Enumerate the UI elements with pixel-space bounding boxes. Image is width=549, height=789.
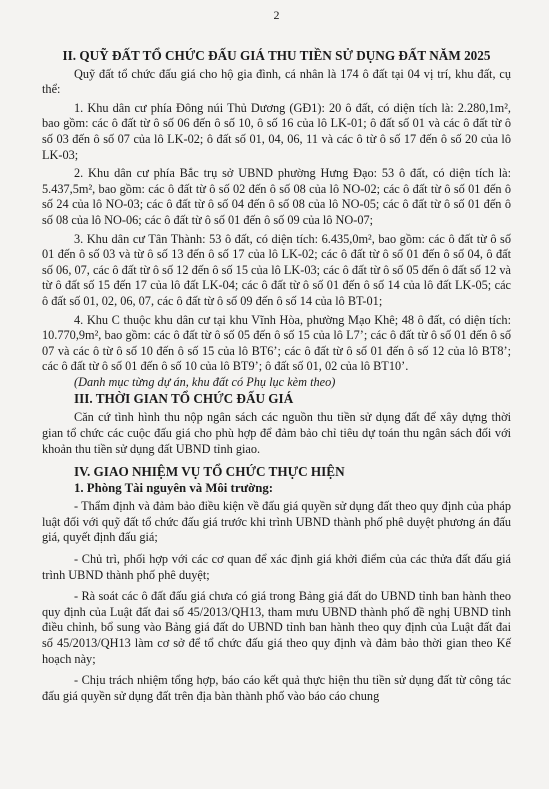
land-item-2: 2. Khu dân cư phía Bắc trụ sở UBND phường Hưng Đạo: 53 ô đất, có diện tích là: 5.437,5m², bao gồm: các ô đất từ ô số 02 đến ô số 08 của lô NO-02; các ô đất từ ô số 01 đến ô số 24 của lô NO-03; các ô đất từ ô số 04 đến ô số 08 của lô NO-05; các ô đất từ ô số 01 đến ô số 08 của lô NO-06; các ô đất từ ô số 01 đến ô số 09 của lô NO-07; xyxy=(42,166,511,227)
land-item-1: 1. Khu dân cư phía Đông núi Thủ Dương (GĐ1): 20 ô đất, có diện tích là: 2.280,1m², bao gồm: các ô đất từ ô số 06 đến ô số 10, ô số 16 của lô LK-01; ô đất số 01 và các ô đất từ ô số 03 đến ô số 07 của lô LK-02; ô đất số 01, 04, 06, 11 và các ô từ ô số 17 đến ô số 20 của lô LK-03; xyxy=(42,100,511,162)
section-iv-title: IV. GIAO NHIỆM VỤ TỔ CHỨC THỰC HIỆN xyxy=(74,464,345,480)
section-ii-title: II. QUỸ ĐẤT TỔ CHỨC ĐẤU GIÁ THU TIỀN SỬ DỤNG ĐẤT NĂM 2025 xyxy=(62,47,491,63)
land-item-4: 4. Khu C thuộc khu dân cư tại khu Vĩnh Hòa, phường Mạo Khê; 48 ô đất, có diện tích: 10.770,9m², bao gồm: các ô đất từ ô số 05 đến ô số 15 của lô L7’; các ô đất từ ô số 01 đến ô số 07 và các ô từ ô số 10 đến ô số 15 của lô BT6’; các ô đất từ ô số 01 đến ô số 12 của lô BT8’; các ô đất từ ô số 01 đến ô số 10 của lô BT9’; ô đất số 01, 02 của lô BT10’. xyxy=(42,312,511,374)
land-item-3: 3. Khu dân cư Tân Thành: 53 ô đất, có diện tích: 6.435,0m², bao gồm: các ô đất từ ô số 01 đến ô số 03 và từ ô số 13 đến ô số 17 của lô LK-02; các ô đất từ ô số 01 đến ô số 04, ô đất số 06, 07, các ô đất từ ô số 12 đến ô số 15 của lô LK-03; các ô đất từ ô số 05 đến ô đất số 12 và từ ô đất số 15 đến 17 của lô đất LK-04; các ô đất từ ô số 01 đến ô số 14 của lô đất LK-05; các ô đất số 01, 02, 06, 07, các ô đất từ ô số 09 đến ô số 14 của lô BT-01; xyxy=(42,231,511,308)
task-item-3: - Rà soát các ô đất đấu giá chưa có giá trong Bảng giá đất do UBND tỉnh ban hành theo quy định của Luật đất đai số 45/2013/QH13, tham mưu UBND thành phố đề nghị UBND tỉnh điều chỉnh, bổ sung vào Bảng giá đất do UBND tỉnh ban hành theo quy định của Luật đất đai số 45/2013/QH13 làm cơ sở để tổ chức đấu giá theo quy định và đảm bảo thời gian theo Kế hoạch này; xyxy=(42,589,511,666)
section-iii-title: III. THỜI GIAN TỔ CHỨC ĐẤU GIÁ xyxy=(74,391,294,407)
task-item-4: - Chịu trách nhiệm tổng hợp, báo cáo kết quả thực hiện thu tiền sử dụng đất từ công tác đấu giá quyền sử dụng đất trên địa bàn thành phố vào báo cáo chung xyxy=(42,673,511,703)
page-number: 2 xyxy=(273,8,280,22)
task-item-2: - Chủ trì, phối hợp với các cơ quan để xác định giá khởi điểm của các thửa đất đấu giá trình UBND thành phố phê duyệt; xyxy=(42,552,511,582)
section-iii-body: Căn cứ tình hình thu nộp ngân sách các nguồn thu tiền sử dụng đất để xây dựng thời gian tổ chức các cuộc đấu giá cho phù hợp để đảm bảo chỉ tiêu dự toán thu ngân sách đối với khoản thu tiền sử dụng đất UBND tỉnh giao. xyxy=(42,410,511,456)
section-ii-intro: Quỹ đất tổ chức đấu giá cho hộ gia đình, cá nhân là 174 ô đất tại 04 vị trí, khu đất, cụ thể: xyxy=(42,66,511,97)
subsection-1-title: 1. Phòng Tài nguyên và Môi trường: xyxy=(74,481,274,496)
appendix-note: (Danh mục từng dự án, khu đất có Phụ lục kèm theo) xyxy=(74,374,336,389)
task-item-1: - Thẩm định và đảm bảo điều kiện về đấu giá quyền sử dụng đất theo quy định của pháp luật đối với quỹ đất tổ chức đấu giá trước khi trình UBND thành phố phê duyệt phương án đấu giá, quyết định đấu giá; xyxy=(42,499,511,545)
